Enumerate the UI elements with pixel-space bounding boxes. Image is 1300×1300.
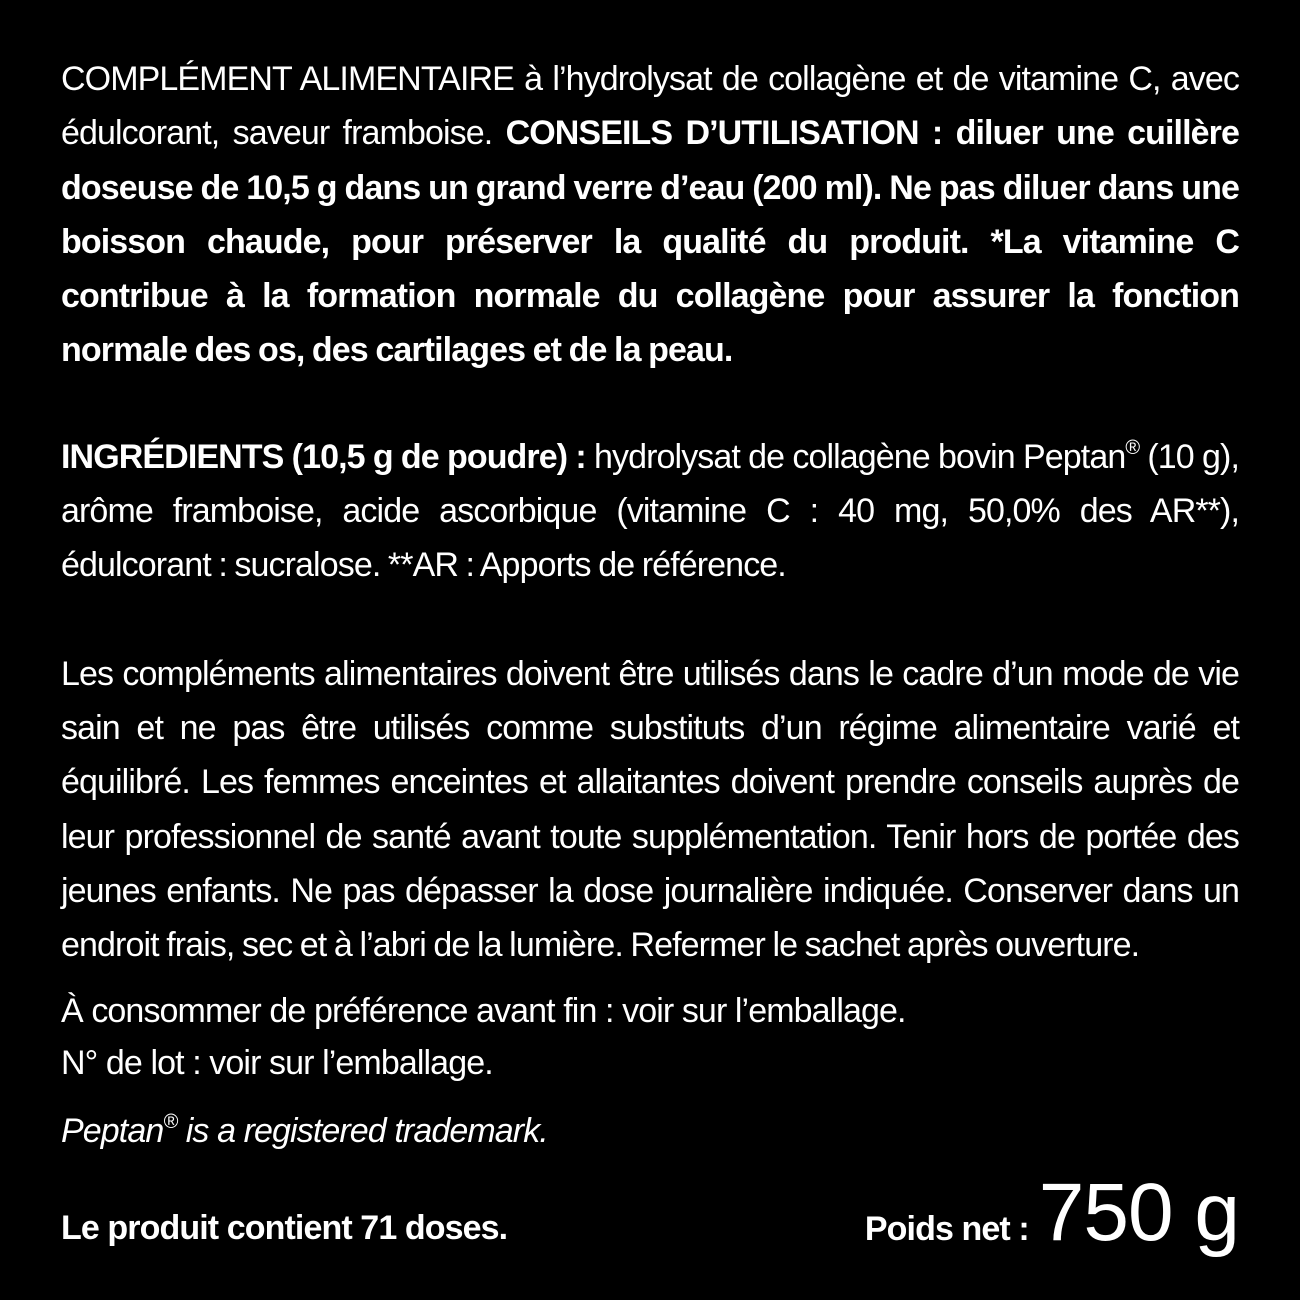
warnings-paragraph: Les compléments alimentaires doivent être utilisés dans le cadre d’un mode de vie sain et ne pas être utilisés comme substituts d’un régime alimentaire varié et équilibré. Les femmes enceintes et allaitantes doivent prendre conseils auprès de leur professionnel de santé avant toute supplémentation. Tenir hors de portée des jeunes enfants. Ne pas dépasser la dose journalière indiquée. Conserver dans un endroit frais, sec et à l’abri de la lumière. Refermer le sachet après ouverture. (61, 654, 1239, 965)
ingredients-text-a: hydrolysat de collagène bovin Peptan (585, 437, 1126, 476)
usage-instructions: diluer une cuillère doseuse de 10,5 g dans un grand verre d’eau (200 ml). Ne pas diluer dans une boisson chaude, pour préserver la qualité du produit. *La vitamine C contribue à la formation normale du collagène pour assurer la fonction normale des os, des cartilages et de la peau. (61, 114, 1239, 370)
net-weight (864, 1167, 1239, 1258)
product-description-text: à l’hydrolysat de collagène et de vitamine C, avec édulcorant, saveur framboise. (61, 60, 1239, 153)
label-text-panel (61, 52, 1239, 1157)
lot-number-line: N° de lot : voir sur l’emballage. (61, 1044, 493, 1083)
ingredients-heading: INGRÉDIENTS (10,5 g de poudre) : (61, 437, 586, 476)
product-type: COMPLÉMENT ALIMENTAIRE (61, 60, 514, 98)
product-description (61, 52, 1239, 378)
ingredients-paragraph (61, 430, 1239, 593)
usage-heading: CONSEILS D’UTILISATION : (505, 114, 943, 153)
dates-block (61, 985, 1239, 1089)
doses-count: Le produit contient 71 doses. (61, 1209, 508, 1247)
trademark-notice (61, 1105, 1239, 1157)
registered-mark: ® (1125, 436, 1140, 459)
trademark-registered-mark: ® (163, 1111, 178, 1134)
net-weight-value: 750 g (1038, 1167, 1239, 1258)
trademark-text: is a registered trademark. (177, 1112, 548, 1151)
ingredients-text-b: (10 g), arôme framboise, acide ascorbique (vitamine C : 40 mg, 50,0% des AR**), édulcorant : sucralose. **AR : Apports de référence. (61, 437, 1239, 585)
trademark-brand: Peptan (61, 1112, 164, 1151)
best-before-line: À consommer de préférence avant fin : voir sur l’emballage. (61, 992, 906, 1031)
footer (61, 1168, 1239, 1258)
net-weight-label: Poids net : (864, 1210, 1029, 1248)
